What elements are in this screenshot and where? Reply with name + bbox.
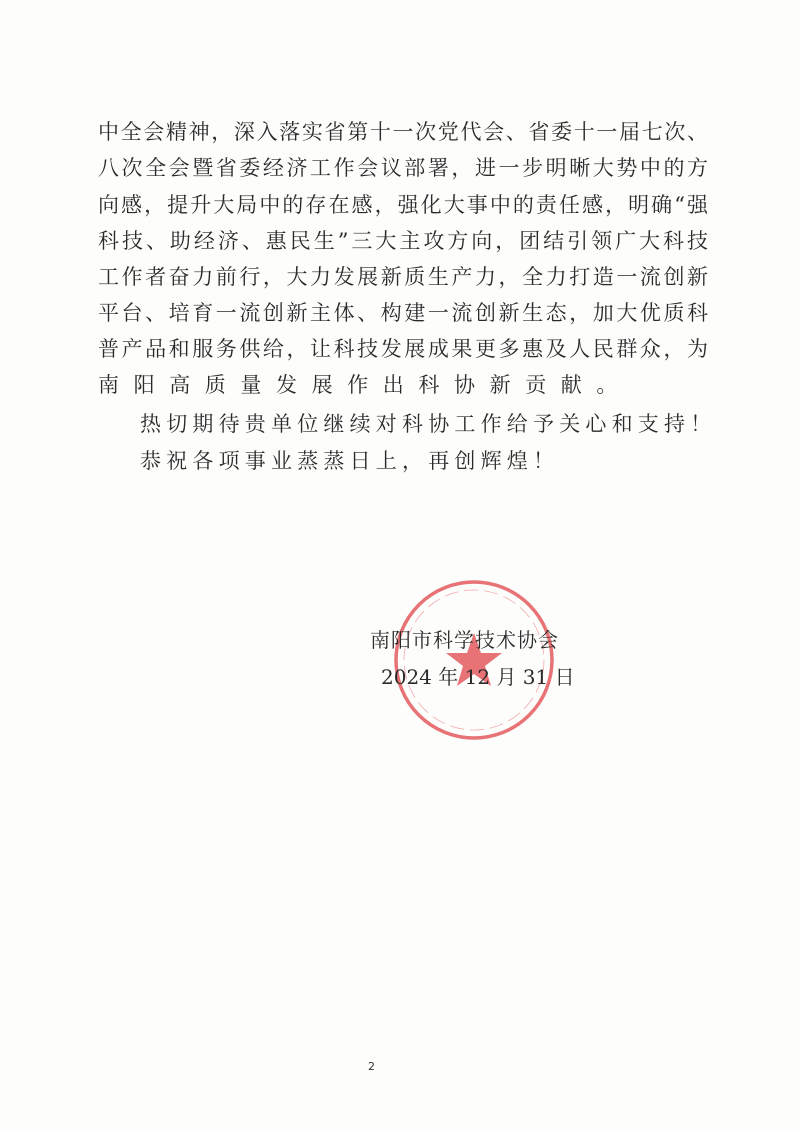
body-line: 向感，提升大局中的存在感，强化大事中的责任感，明确“强 [98,193,708,217]
signature-date: 2024 年 12 月 31 日 [381,665,575,689]
closing-paragraph-1: 热切期待贵单位继续对科协工作给予关心和支持！ [140,412,717,436]
body-line: 南阳高质量发展作出科协新贡献。 [98,373,632,397]
page-number: 2 [368,1060,375,1073]
signature-organization: 南阳市科学技术协会 [370,628,559,652]
body-line: 普产品和服务供给，让科技发展成果更多惠及人民群众，为 [98,337,708,361]
body-line: 科技、助经济、惠民生”三大主攻方向，团结引领广大科技 [98,229,708,253]
body-line: 八次全会暨省委经济工作会议部署，进一步明晰大势中的方 [98,156,708,180]
official-seal-stamp [392,578,556,742]
body-line: 中全会精神，深入落实省第十一次党代会、省委十一届七次、 [98,120,708,144]
closing-paragraph-2: 恭祝各项事业蒸蒸日上，再创辉煌！ [140,449,560,473]
body-line: 工作者奋力前行，大力发展新质生产力，全力打造一流创新 [98,265,708,289]
body-line: 平台、培育一流创新主体、构建一流创新生态，加大优质科 [98,301,708,325]
